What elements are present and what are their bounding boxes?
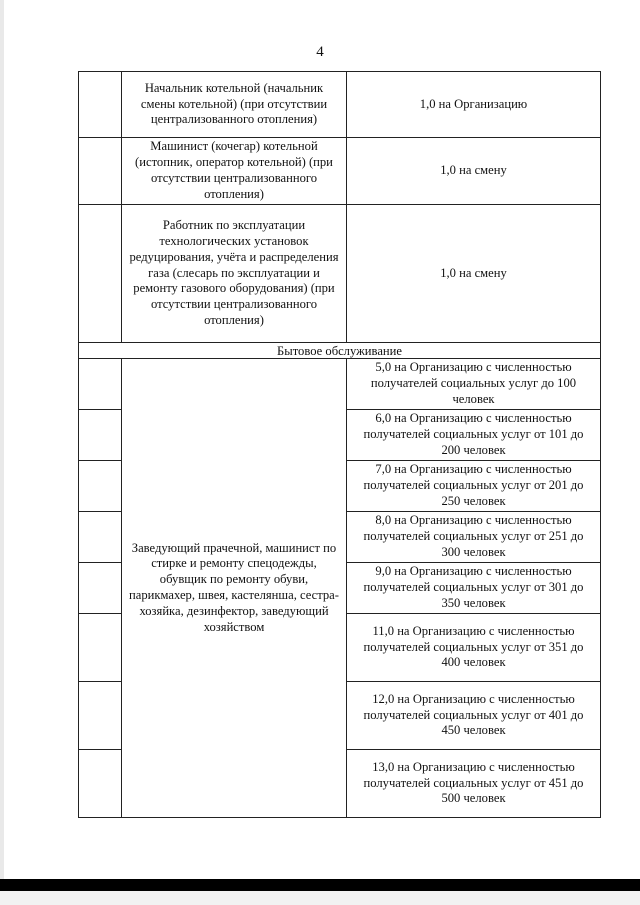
row-number-cell	[79, 359, 122, 410]
row-number-cell	[79, 461, 122, 512]
staffing-table	[78, 71, 601, 818]
household-position-cell: Заведующий прачечной, машинист по стирке и ремонту спецодежды, обувщик по ремонту обуви, парикмахер, швея, кастелянша, сестра-хозяйка, дезинфектор, заведующий хозяйством	[122, 359, 347, 818]
section-title: Бытовое обслуживание	[79, 343, 601, 359]
norm-cell: 13,0 на Организацию с численностью получателей социальных услуг от 451 до 500 человек	[347, 750, 601, 818]
norm-cell: 1,0 на смену	[347, 138, 601, 205]
scan-bottom-strip	[0, 891, 640, 905]
row-number-cell	[79, 205, 122, 343]
norm-cell: 1,0 на Организацию	[347, 72, 601, 138]
row-number-cell	[79, 410, 122, 461]
norm-cell: 5,0 на Организацию с численностью получателей социальных услуг до 100 человек	[347, 359, 601, 410]
row-number-cell	[79, 138, 122, 205]
page-number: 4	[316, 44, 324, 60]
scan-edge	[0, 0, 4, 905]
norm-cell: 8,0 на Организацию с численностью получателей социальных услуг от 251 до 300 человек	[347, 512, 601, 563]
position-cell: Работник по эксплуатации технологических установок редуцирования, учёта и распределения газа (слесарь по эксплуатации и ремонту газового оборудования) (при отсутствии централизованного отопления)	[122, 205, 347, 343]
norm-cell: 12,0 на Организацию с численностью получателей социальных услуг от 401 до 450 человек	[347, 682, 601, 750]
norm-cell: 1,0 на смену	[347, 205, 601, 343]
position-cell: Машинист (кочегар) котельной (истопник, оператор котельной) (при отсутствии централизованного отопления)	[122, 138, 347, 205]
section-row	[79, 343, 601, 359]
row-number-cell	[79, 614, 122, 682]
norm-cell: 7,0 на Организацию с численностью получателей социальных услуг от 201 до 250 человек	[347, 461, 601, 512]
table-row	[79, 205, 601, 343]
position-cell: Начальник котельной (начальник смены котельной) (при отсутствии централизованного отопления)	[122, 72, 347, 138]
row-number-cell	[79, 512, 122, 563]
row-number-cell	[79, 563, 122, 614]
scan-bottom-border	[0, 879, 640, 891]
row-number-cell	[79, 682, 122, 750]
table-row	[79, 138, 601, 205]
table-row	[79, 359, 601, 410]
row-number-cell	[79, 72, 122, 138]
table-row	[79, 72, 601, 138]
norm-cell: 6,0 на Организацию с численностью получателей социальных услуг от 101 до 200 человек	[347, 410, 601, 461]
norm-cell: 9,0 на Организацию с численностью получателей социальных услуг от 301 до 350 человек	[347, 563, 601, 614]
row-number-cell	[79, 750, 122, 818]
norm-cell: 11,0 на Организацию с численностью получателей социальных услуг от 351 до 400 человек	[347, 614, 601, 682]
